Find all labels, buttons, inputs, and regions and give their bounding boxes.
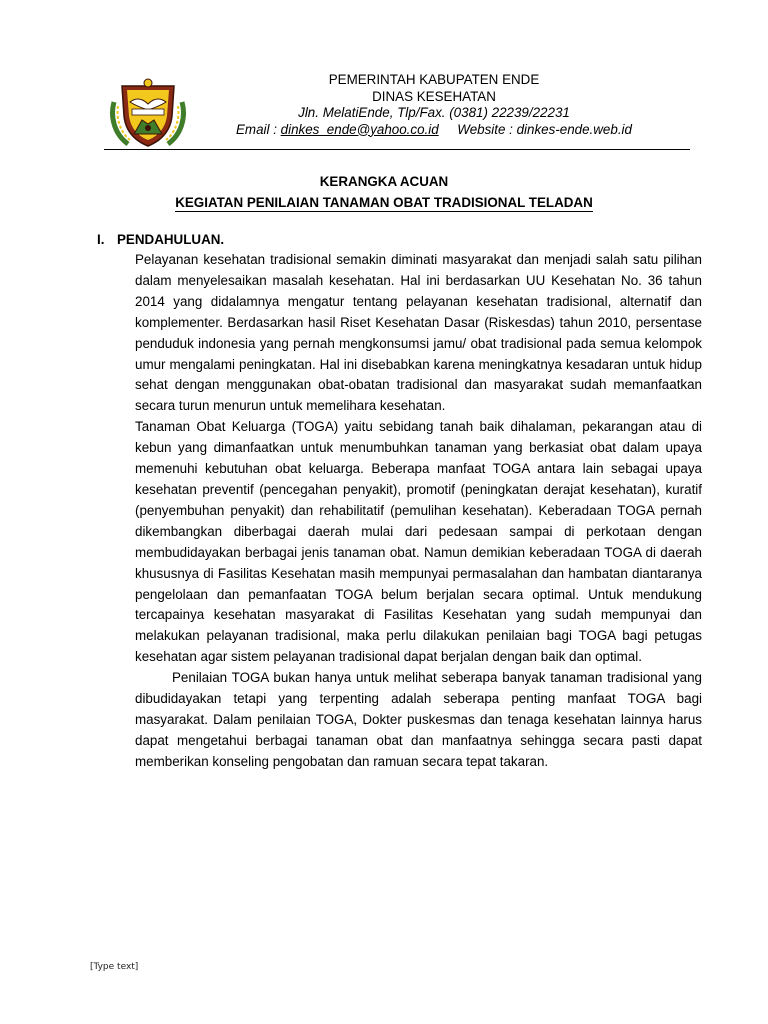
regency-emblem-icon (108, 76, 188, 150)
letterhead-divider (104, 149, 690, 150)
office-address: Jln. MelatiEnde, Tlp/Fax. (0381) 22239/22231 (298, 105, 570, 120)
section-heading (97, 232, 224, 247)
paragraph-3: Penilaian TOGA bukan hanya untuk melihat seberapa banyak tanaman tradisional yang dibudidayakan tetapi yang terpenting adalah seberapa penting manfaat TOGA bagi masyarakat. Dalam penilaian TOGA, Dokter puskesmas dan tenaga kesehatan lainnya harus dapat mengetahui berbagai tanaman obat dan manfaatnya sehingga secara pasti dapat memberikan konseling pengobatan dan ramuan secara tepat takaran. (135, 670, 702, 769)
section-number: I. (97, 232, 105, 247)
email-label: Email : (236, 121, 281, 137)
office-name: DINAS KESEHATAN (372, 88, 496, 104)
website-text: Website : dinkes-ende.web.id (457, 121, 632, 137)
paragraph-1: Pelayanan kesehatan tradisional semakin diminati masyarakat dan menjadi salah satu pilihan dalam menyelesaikan masalah kesehatan. Hal ini berdasarkan UU Kesehatan No. 36 tahun 2014 yang didalamnya mengatur tentang pelayanan kesehatan tradisional, alternatif dan komplementer. Berdasarkan hasil Riset Kesehatan Dasar (Riskesdas) tahun 2010, persentase penduduk indonesia yang pernah mengkonsumsi jamu/ obat tradisional pada semua kelompok umur mengalami peningkatan. Hal ini disebabkan karena meningkatnya kesadaran untuk hidup sehat dengan menggunakan obat-obatan tradisional dan masyarakat sudah memanfaatkan secara turun menurun untuk memelihara kesehatan. (135, 252, 702, 414)
document-title: KERANGKA ACUAN (319, 174, 449, 189)
page-footer: [Type text] (90, 962, 139, 972)
letterhead-text (204, 72, 664, 138)
email-link[interactable]: dinkes_ende@yahoo.co.id (280, 121, 439, 137)
document-subtitle-text: KEGIATAN PENILAIAN TANAMAN OBAT TRADISIONAL TELADAN (175, 195, 593, 210)
contact-line (204, 122, 664, 139)
paragraph-2: Tanaman Obat Keluarga (TOGA) yaitu sebidang tanah baik dihalaman, pekarangan atau di kebun yang dimanfaatkan untuk menumbuhkan tanaman yang berkasiat obat dalam upaya memenuhi kebutuhan obat keluarga. Beberapa manfaat TOGA antara lain sebagai upaya kesehatan preventif (pencegahan penyakit), promotif (peningkatan derajat kesehatan), kuratif (penyembuhan penyakit) dan rehabilitatif (pemulihan kesehatan). Keberadaan TOGA pernah dikembangkan diberbagai daerah mulai dari pedesaan sampai di perkotaan dengan membudidayakan berbagai jenis tanaman obat. Namun demikian keberadaan TOGA di daerah khususnya di Fasilitas Kesehatan masih mempunyai permasalahan dan hambatan diantaranya pengelolaan dan pemanfaatan TOGA belum berjalan secara optimal. Untuk mendukung tercapainya kesehatan masyarakat di Fasilitas Kesehatan yang sudah mempunyai dan melakukan pelayanan tradisional, maka perlu dilakukan penilaian bagi TOGA bagi petugas kesehatan agar sistem pelayanan tradisional dapat berjalan dengan baik dan optimal. (135, 419, 702, 665)
government-name: PEMERINTAH KABUPATEN ENDE (328, 72, 540, 87)
document-subtitle (0, 195, 768, 210)
letterhead (104, 68, 690, 150)
section-title: PENDAHULUAN. (117, 232, 225, 247)
section-body (135, 250, 702, 773)
